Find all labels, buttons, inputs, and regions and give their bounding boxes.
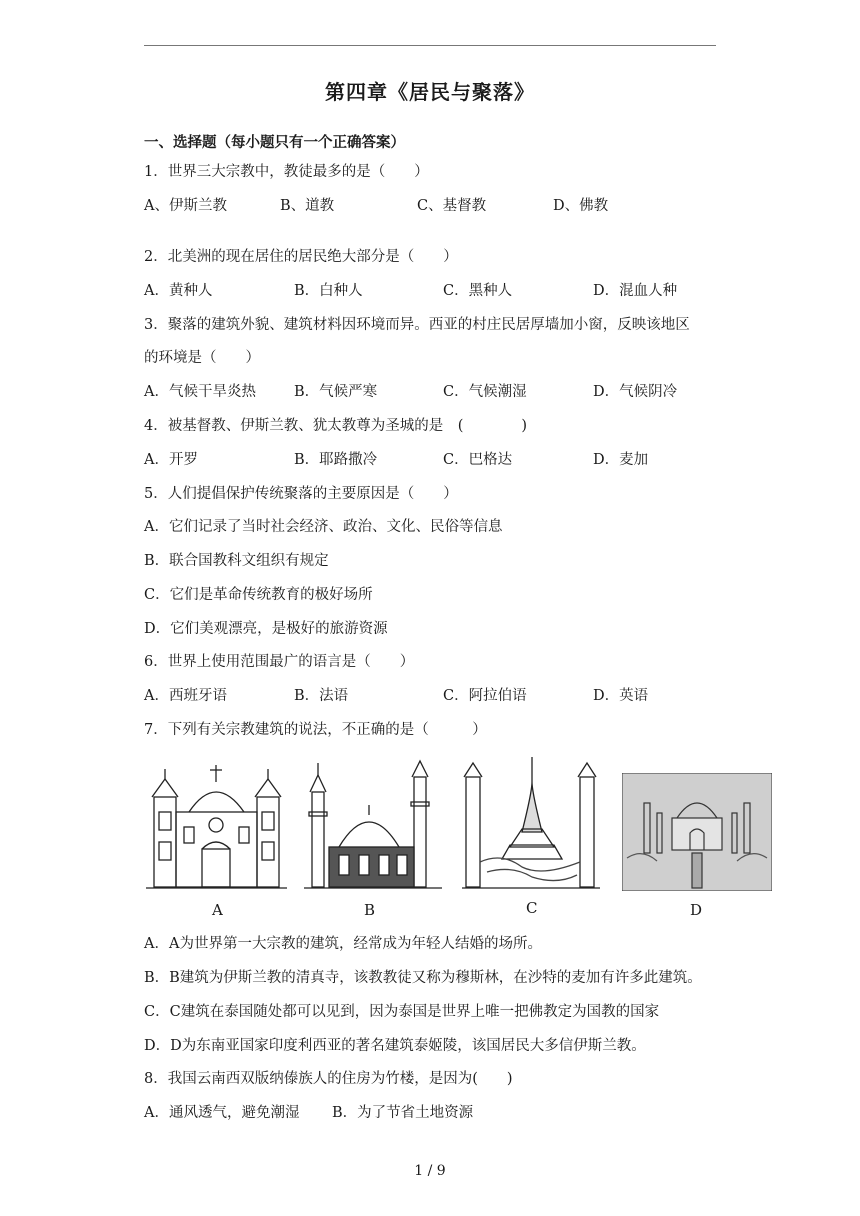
q3-option-c: C．气候潮湿 — [443, 384, 527, 400]
q7-option-b: B．B建筑为伊斯兰教的清真寺，该教教徒又称为穆斯林，在沙特的麦加有许多此建筑。 — [144, 970, 702, 986]
figure-label-c: C — [526, 899, 538, 917]
q4-option-b: B．耶路撒冷 — [294, 452, 378, 468]
question-3-line-2: 的环境是（ ） — [144, 350, 260, 366]
q2-option-d: D．混血人种 — [593, 283, 678, 299]
q7-option-d: D．D为东南亚国家印度利西亚的著名建筑泰姬陵，该国居民大多信伊斯兰教。 — [144, 1038, 646, 1054]
question-6: 6．世界上使用范围最广的语言是（ ） — [144, 654, 415, 670]
q6-option-c: C．阿拉伯语 — [443, 688, 527, 704]
section-heading: 一、选择题（每小题只有一个正确答案） — [144, 134, 405, 151]
q1-option-a: A、伊斯兰教 — [144, 198, 227, 214]
question-8: 8．我国云南西双版纳傣族人的住房为竹楼，是因为( ) — [144, 1071, 513, 1087]
q2-option-c: C．黑种人 — [443, 283, 513, 299]
q6-option-d: D．英语 — [593, 688, 649, 704]
q8-option-a: A．通风透气，避免潮湿 — [144, 1105, 300, 1121]
q1-option-b: B、道教 — [280, 198, 335, 214]
cathedral-drawing — [144, 757, 289, 892]
figure-label-d: D — [690, 901, 703, 919]
q8-option-b: B．为了节省土地资源 — [332, 1105, 474, 1121]
q7-option-a: A．A为世界第一大宗教的建筑，经常成为年轻人结婚的场所。 — [144, 936, 542, 952]
page-number: 1 / 9 — [414, 1163, 446, 1179]
q1-option-c: C、基督教 — [417, 198, 487, 214]
q1-option-d: D、佛教 — [553, 198, 609, 214]
question-7: 7．下列有关宗教建筑的说法，不正确的是（ ） — [144, 722, 487, 738]
q2-option-b: B．白种人 — [294, 283, 363, 299]
figure-label-b: B — [364, 901, 376, 919]
header-rule — [144, 45, 716, 46]
religious-buildings-figure — [144, 757, 774, 922]
q3-option-d: D．气候阴冷 — [593, 384, 678, 400]
q5-option-c: C．它们是革命传统教育的极好场所 — [144, 587, 373, 603]
figure-label-a: A — [212, 901, 223, 919]
q4-option-c: C．巴格达 — [443, 452, 513, 468]
q6-option-b: B．法语 — [294, 688, 349, 704]
q5-option-a: A．它们记录了当时社会经济、政治、文化、民俗等信息 — [144, 519, 503, 535]
question-4: 4．被基督教、伊斯兰教、犹太教尊为圣城的是 ( ) — [144, 418, 528, 434]
taj-mahal-drawing — [622, 773, 772, 891]
q7-option-c: C．C建筑在泰国随处都可以见到，因为泰国是世界上唯一把佛教定为国教的国家 — [144, 1004, 660, 1020]
pagoda-drawing — [462, 757, 602, 892]
question-2: 2．北美洲的现在居住的居民绝大部分是（ ） — [144, 249, 458, 265]
document-title: 第四章《居民与聚落》 — [325, 80, 535, 104]
q3-option-a: A．气候干旱炎热 — [144, 384, 256, 400]
q4-option-a: A．开罗 — [144, 452, 198, 468]
q3-option-b: B．气候严寒 — [294, 384, 378, 400]
q5-option-b: B．联合国教科文组织有规定 — [144, 553, 329, 569]
mosque-drawing — [304, 757, 444, 892]
q4-option-d: D．麦加 — [593, 452, 649, 468]
question-3-line-1: 3．聚落的建筑外貌、建筑材料因环境而异。西亚的村庄民居厚墙加小窗，反映该地区 — [144, 317, 690, 333]
question-1: 1．世界三大宗教中，教徒最多的是（ ） — [144, 164, 429, 180]
q5-option-d: D．它们美观漂亮，是极好的旅游资源 — [144, 621, 388, 637]
question-5: 5．人们提倡保护传统聚落的主要原因是（ ） — [144, 486, 458, 502]
q2-option-a: A．黄种人 — [144, 283, 213, 299]
q6-option-a: A．西班牙语 — [144, 688, 227, 704]
